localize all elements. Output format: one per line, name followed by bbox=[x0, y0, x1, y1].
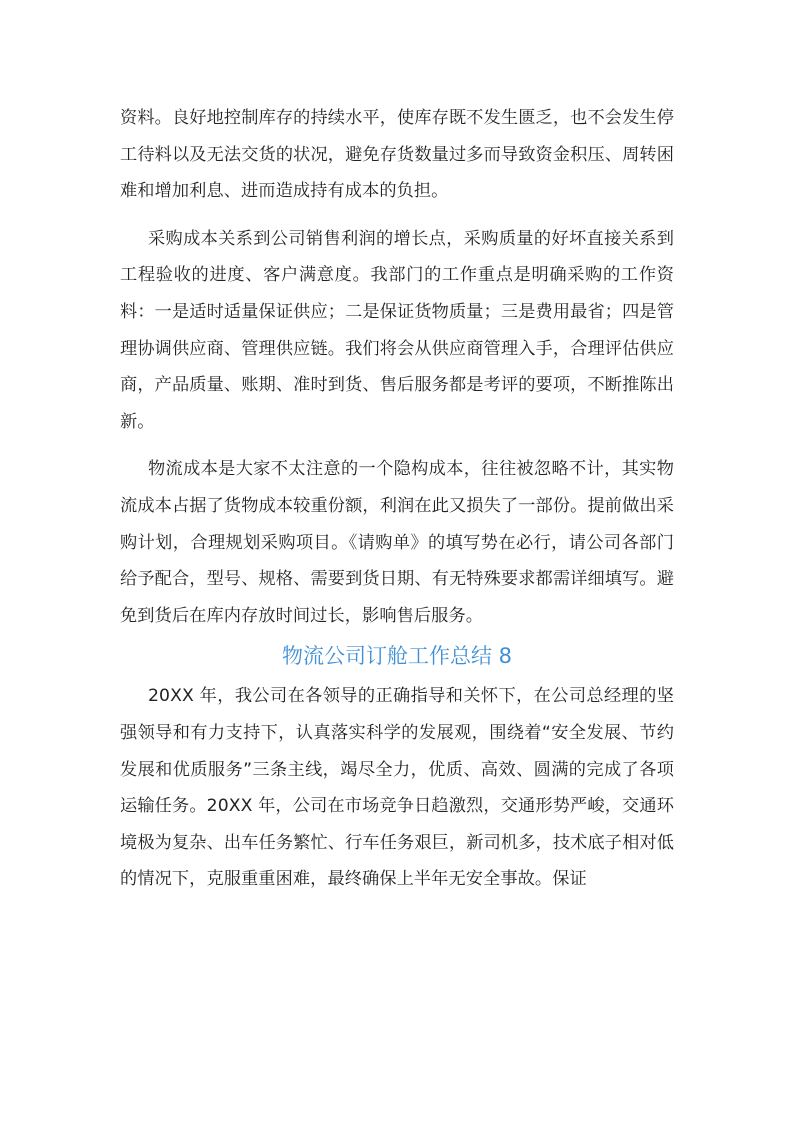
document-page bbox=[120, 100, 674, 898]
section-heading: 物流公司订舱工作总结 8 bbox=[281, 644, 513, 669]
body-paragraph-2: 采购成本关系到公司销售利润的增长点，采购质量的好坏直接关系到工程验收的进度、客户满意度。我部门的工作重点是明确采购的工作资料：一是适时适量保证供应；二是保证货物质量；三是费用最省；四是管理协调供应商、管理供应链。我们将会从供应商管理入手，合理评估供应商，产品质量、账期、准时到货、售后服务都是考评的要项，不断推陈出新。 bbox=[120, 228, 674, 432]
section-paragraph: 20XX 年，我公司在各领导的正确指导和关怀下，在公司总经理的坚强领导和有力支持下，认真落实科学的发展观，围绕着“安全发展、节约发展和优质服务”三条主线，竭尽全力，优质、高效、圆满的完成了各项运输任务。20XX 年，公司在市场竞争日趋激烈，交通形势严峻，交通环境极为复杂、出车任务繁忙、行车任务艰巨，新司机多，技术底子相对低的情况下，克服重重困难，最终确保上半年无安全事故。保证 bbox=[120, 686, 674, 890]
body-paragraph-1: 资料。良好地控制库存的持续水平，使库存既不发生匮乏，也不会发生停工待料以及无法交货的状况，避免存货数量过多而导致资金积压、周转困难和增加利息、进而造成持有成本的负担。 bbox=[120, 108, 674, 202]
body-paragraph-3: 物流成本是大家不太注意的一个隐构成本，往往被忽略不计，其实物流成本占据了货物成本较重份额，利润在此又损失了一部份。提前做出采购计划，合理规划采购项目。《请购单》的填写势在必行，请公司各部门给予配合，型号、规格、需要到货日期、有无特殊要求都需详细填写。避免到货后在库内存放时间过长，影响售后服务。 bbox=[120, 459, 674, 626]
